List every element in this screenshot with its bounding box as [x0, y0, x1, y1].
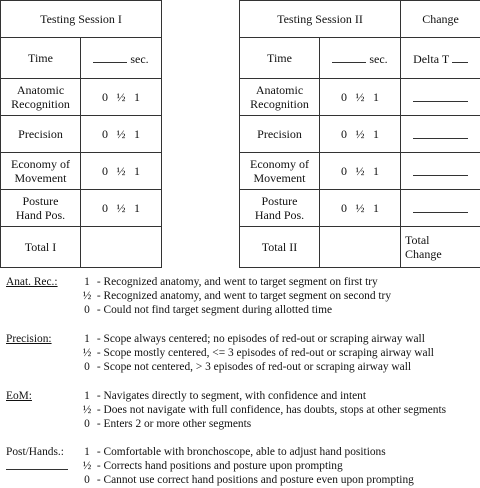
legend-category: EoM:: [6, 390, 32, 402]
delta-t-field[interactable]: [401, 38, 480, 79]
session-2-table: [239, 0, 480, 268]
change-blank[interactable]: [413, 164, 468, 176]
total-change-field[interactable]: Total Change: [401, 227, 480, 268]
session-1-time-label: Time: [1, 38, 81, 79]
session-1-score-options[interactable]: 0 ½ 1: [81, 79, 162, 116]
change-blank[interactable]: [413, 90, 468, 102]
session-1-row-label: Precision: [1, 116, 81, 153]
legend-line: ½ - Recognized anatomy, and went to target segment on second try: [82, 290, 392, 302]
legend-line: 0 - Scope not centered, > 3 episodes of red-out or scraping airway wall: [84, 361, 412, 373]
session-1-row-label: Anatomic Recognition: [1, 79, 81, 116]
session-2-score-options[interactable]: 0 ½ 1: [320, 116, 401, 153]
change-field[interactable]: [401, 153, 480, 190]
session-2-row-label: Anatomic Recognition: [240, 79, 320, 116]
time-blank[interactable]: [93, 51, 127, 63]
session-2-total-label: Total II: [240, 227, 320, 268]
underline-blank: [6, 469, 68, 470]
session-2-total-field[interactable]: [320, 227, 401, 268]
legend-line: ½ - Corrects hand positions and posture upon prompting: [82, 460, 343, 472]
session-2-time-label: Time: [240, 38, 320, 79]
delta-t-blank[interactable]: [452, 51, 468, 63]
session-1-total-label: Total I: [1, 227, 81, 268]
session-2-row-label: Precision: [240, 116, 320, 153]
session-2-score-options[interactable]: 0 ½ 1: [320, 79, 401, 116]
session-1-time-field[interactable]: [81, 38, 162, 79]
legend-line: 0 - Enters 2 or more other segments: [84, 418, 252, 430]
legend-line: 0 - Could not find target segment during allotted time: [84, 304, 333, 316]
delta-t-label: Delta T: [413, 51, 449, 66]
time-unit: sec.: [130, 51, 149, 66]
change-blank[interactable]: [413, 127, 468, 139]
time-blank[interactable]: [332, 51, 366, 63]
legend-line: ½ - Scope mostly centered, <= 3 episodes of red-out or scraping airway wall: [82, 347, 434, 359]
legend-line: 1 - Navigates directly to segment, with confidence and intent: [84, 390, 367, 402]
session-2-time-field[interactable]: [320, 38, 401, 79]
session-1-score-options[interactable]: 0 ½ 1: [81, 153, 162, 190]
session-1-row-label: Posture Hand Pos.: [1, 190, 81, 227]
change-blank[interactable]: [413, 201, 468, 213]
session-2-score-options[interactable]: 0 ½ 1: [320, 190, 401, 227]
session-1-table: [0, 0, 162, 268]
change-field[interactable]: [401, 79, 480, 116]
time-unit: sec.: [369, 51, 388, 66]
session-1-header: Testing Session I: [1, 1, 162, 38]
session-1-score-options[interactable]: 0 ½ 1: [81, 116, 162, 153]
session-2-header: Testing Session II: [240, 1, 401, 38]
change-header: Change: [401, 1, 480, 38]
session-2-row-label: Posture Hand Pos.: [240, 190, 320, 227]
session-1-total-field[interactable]: [81, 227, 162, 268]
legend-line: 1 - Scope always centered; no episodes of red-out or scraping airway wall: [84, 333, 425, 345]
change-field[interactable]: [401, 116, 480, 153]
legend-line: ½ - Does not navigate with full confidence, has doubts, stops at other segments: [82, 404, 447, 416]
change-field[interactable]: [401, 190, 480, 227]
session-2-row-label: Economy of Movement: [240, 153, 320, 190]
legend-category: Precision:: [6, 333, 52, 345]
legend-line: 0 - Cannot use correct hand positions and posture even upon prompting: [84, 474, 414, 486]
session-1-row-label: Economy of Movement: [1, 153, 81, 190]
session-2-score-options[interactable]: 0 ½ 1: [320, 153, 401, 190]
legend-category: Post/Hands.:: [6, 446, 64, 458]
session-1-score-options[interactable]: 0 ½ 1: [81, 190, 162, 227]
legend-line: 1 - Recognized anatomy, and went to target segment on first try: [84, 276, 378, 288]
legend-line: 1 - Comfortable with bronchoscope, able to adjust hand positions: [84, 446, 386, 458]
legend-category: Anat. Rec.:: [6, 276, 58, 288]
